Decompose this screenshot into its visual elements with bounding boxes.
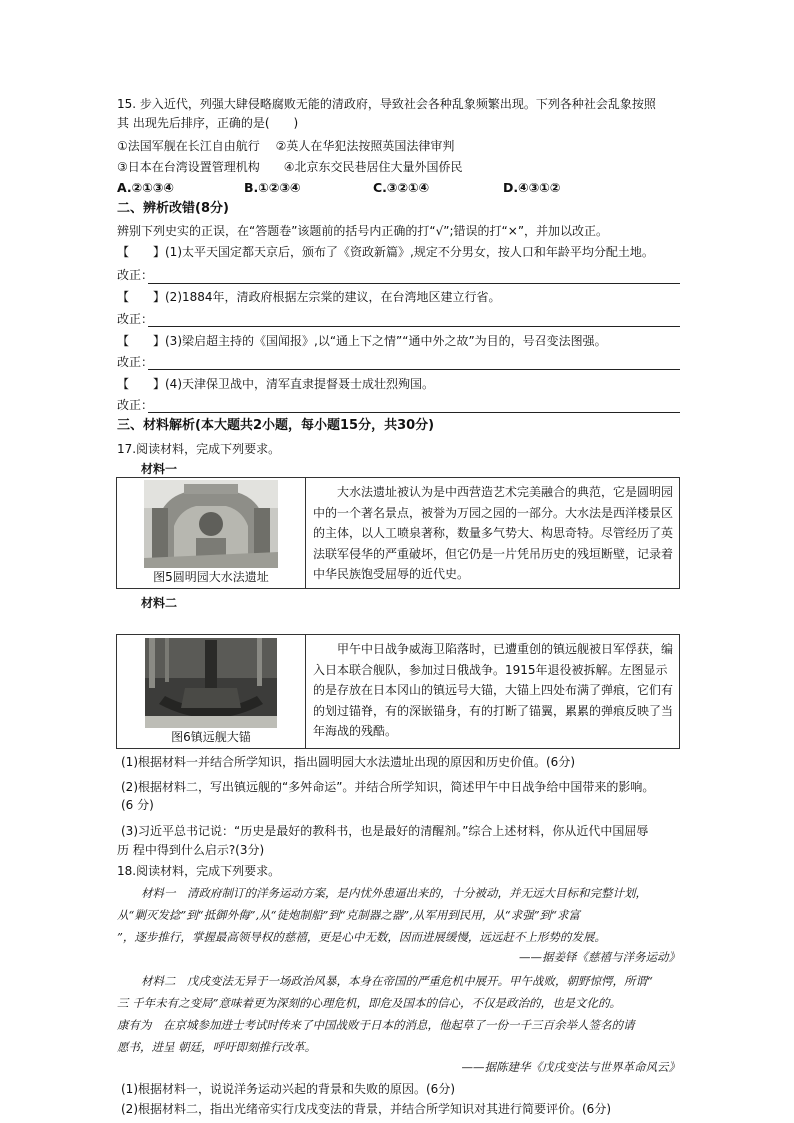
anchor-image [145,638,277,728]
q17-material2-table [116,634,680,749]
section2-item-4: 【 】(4)天津保卫战中，清军直隶提督聂士成壮烈殉国。 [117,377,435,391]
q18-material2-line1: 材料二 戊戌变法无异于一场政治风暴，本身在帝国的严重危机中展开。甲午战败，朝野惊愕，所谓“ [141,974,653,988]
correction-label-3: 改正： [117,355,154,369]
q15-stem-line1: 15. 步入近代，列强大肆侵略腐败无能的清政府，导致社会各种乱象频繁出现。下列各种社会乱象按照 [117,97,656,111]
q15-stem-line2: 其 出现先后排序，正确的是( ) [117,116,299,130]
section2-item-1: 【 】(1)太平天国定都天京后，颁布了《资政新篇》,规定不分男女，按人口和年龄平均分配土地。 [117,245,654,259]
section2-title: 二、辨析改错(8分) [117,201,229,216]
q17-sub3-line1: (3)习近平总书记说：“历史是最好的教科书，也是最好的清醒剂。”综合上述材料，你从近代中国屈辱 [121,824,649,838]
section2-instruction: 辨别下列史实的正误，在“答题卷”该题前的括号内正确的打“√”;错误的打“×”，并加以改正。 [117,224,609,238]
q18-sub2: (2)根据材料二，指出光绪帝实行戊戌变法的背景，并结合所学知识对其进行简要评价。(6分) [121,1102,611,1116]
q15-option-b: B.①②③④ [244,180,301,195]
correction-line-1[interactable] [148,283,680,284]
fountain-ruins-image [144,480,278,568]
q17-sub1: (1)根据材料一并结合所学知识，指出圆明园大水法遗址出现的原因和历史价值。(6分) [121,755,575,769]
q18-sub1: (1)根据材料一，说说洋务运动兴起的背景和失败的原因。(6分) [121,1082,455,1096]
section2-item-3: 【 】(3)梁启超主持的《国闻报》,以“通上下之情”“通中外之故”为目的，号召变法图强。 [117,334,607,348]
section2-item-2: 【 】(2)1884年，清政府根据左宗棠的建议，在台湾地区建立行省。 [117,290,501,304]
q15-item-line2: ③日本在台湾设置管理机构 ④北京东交民巷居住大量外国侨民 [117,160,463,174]
correction-line-3[interactable] [148,369,680,370]
q18-stem: 18.阅读材料，完成下列要求。 [117,864,281,878]
material2-image-cell [117,635,306,748]
q18-material1-source: ——据姜铎《慈禧与洋务运动》 [519,950,680,964]
q17-sub2-line1: (2)根据材料二，写出镇远舰的“多舛命运”。并结合所学知识，简述甲午中日战争给中国带来的影响。 [121,780,655,794]
correction-line-4[interactable] [148,412,680,413]
q17-material1-label: 材料一 [141,462,178,476]
q18-material2-source: ——据陈建华《戊戌变法与世界革命风云》 [461,1060,680,1074]
correction-label-4: 改正： [117,398,154,412]
q17-material2-label: 材料二 [141,596,178,610]
material1-image-cell [117,478,306,588]
correction-line-2[interactable] [148,326,680,327]
q15-item-line1: ①法国军舰在长江自由航行 ②英人在华犯法按照英国法律审判 [117,139,455,153]
q17-stem: 17.阅读材料，完成下列要求。 [117,442,281,456]
q15-option-d: D.④③①② [503,180,561,195]
section3-title: 三、材料解析(本大题共2小题，每小题15分，共30分) [117,418,435,433]
q17-material1-table [116,477,680,589]
material2-text: 甲午中日战争威海卫陷落时，已遭重创的镇远舰被日军俘获，编入日本联合舰队，参加过日俄战争。1915年退役被拆解。左图显示的是存放在日本冈山的镇远号大锚，大锚上四处布满了弹痕，它们有的划过锚脊，有的深嵌锚身，有的打断了锚翼，累累的弹痕反映了当年海战的残酷。 [313,642,674,738]
q18-material1-line3: ”，逐步推行，掌握最高领导权的慈禧，更是心中无数，因而进展缓慢，远远赶不上形势的发展。 [117,930,606,944]
q18-material1-line2: 从“剿灭发捻”到“抵御外侮”,从“徒炮制船”到“克制器之器”,从军用到民用，从“求强”到“求富 [117,908,580,922]
q17-sub2-line2: (6 分) [121,798,154,812]
q15-option-a: A.②①③④ [117,180,174,195]
q18-material1-line1: 材料一 清政府制订的洋务运动方案，是内忧外患逼出来的，十分被动，并无远大目标和完整计划， [141,886,647,900]
material1-text: 大水法遗址被认为是中西营造艺术完美融合的典范，它是圆明园中的一个著名景点，被誉为万园之园的一部分。大水法是西洋楼景区的主体，以人工喷泉著称，数量多气势大、构思奇特。尽管经历了英法联军侵华的严重破坏，但它仍是一片凭吊历史的残垣断壁，记录着中华民族饱受屈辱的近代史。 [313,485,674,581]
q17-sub3-line2: 历 程中得到什么启示?(3分) [117,843,265,857]
material1-caption: 图5圆明园大水法遗址 [153,570,269,584]
q15-option-c: C.③②①④ [373,180,430,195]
q18-material2-line4: 愿书，进呈 朝廷，呼吁即刻推行改革。 [117,1040,317,1054]
correction-label-2: 改正： [117,312,154,326]
material2-caption: 图6镇远舰大锚 [171,730,251,744]
q18-material2-line2: 三 千年未有之变局”意味着更为深刻的心理危机，即危及国本的信心，不仅是政治的，也是文化的。 [117,996,622,1010]
q18-material2-line3: 康有为 在京城参加进士考试时传来了中国战败于日本的消息，他起草了一份一千三百余举人签名的请 [117,1018,635,1032]
correction-label-1: 改正： [117,268,154,282]
